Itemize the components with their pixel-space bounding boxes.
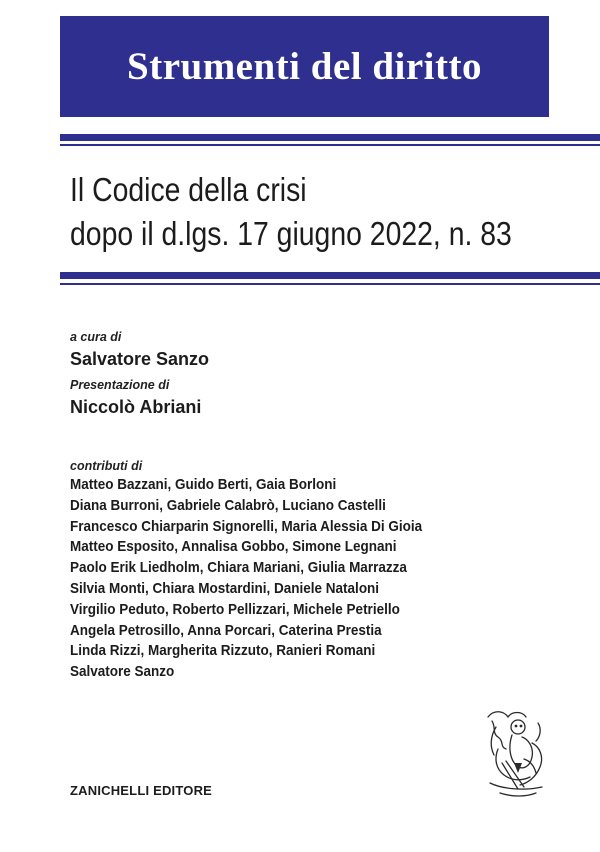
contributors-block [70,458,461,683]
contributor-line: Virgilio Peduto, Roberto Pellizzari, Michele Petriello [70,600,400,618]
editor-name: Salvatore Sanzo [70,349,210,369]
top-rule-thin [60,144,600,146]
series-banner [60,16,549,117]
editor-label: a cura di [70,330,122,344]
contributor-line: Matteo Bazzani, Guido Berti, Gaia Borloni [70,476,337,493]
book-title-line: Il Codice della crisi [70,171,307,208]
contributor-line: Diana Burroni, Gabriele Calabrò, Luciano Castelli [70,496,386,514]
contributor-line: Angela Petrosillo, Anna Porcari, Caterina Prestia [70,621,382,639]
book-title [70,168,512,256]
contributors-list [70,475,422,683]
contributor-line: Linda Rizzi, Margherita Rizzuto, Ranieri Romani [70,642,376,660]
contributor-line: Matteo Esposito, Annalisa Gobbo, Simone Legnani [70,538,397,556]
publisher-name: ZANICHELLI EDITORE [70,783,213,798]
contributor-line: Paolo Erik Liedholm, Chiara Mariani, Giulia Marrazza [70,559,407,577]
series-title: Strumenti del diritto [127,45,482,88]
book-title-line: dopo il d.lgs. 17 giugno 2022, n. 83 [70,215,512,252]
presentation-label: Presentazione di [70,378,170,392]
credits-block [70,328,209,424]
bottom-rule-thick [60,272,600,279]
contributor-line: Silvia Monti, Chiara Mostardini, Daniele Nataloni [70,579,380,597]
contributor-line: Francesco Chiarparin Signorelli, Maria Alessia Di Gioia [70,517,423,535]
contributors-label: contributi di [70,459,143,473]
bottom-rule-thin [60,283,600,285]
presentation-name: Niccolò Abriani [70,397,202,417]
top-rule-thick [60,134,600,141]
contributor-line: Salvatore Sanzo [70,663,175,681]
zanichelli-engraving-logo-icon [478,703,556,803]
